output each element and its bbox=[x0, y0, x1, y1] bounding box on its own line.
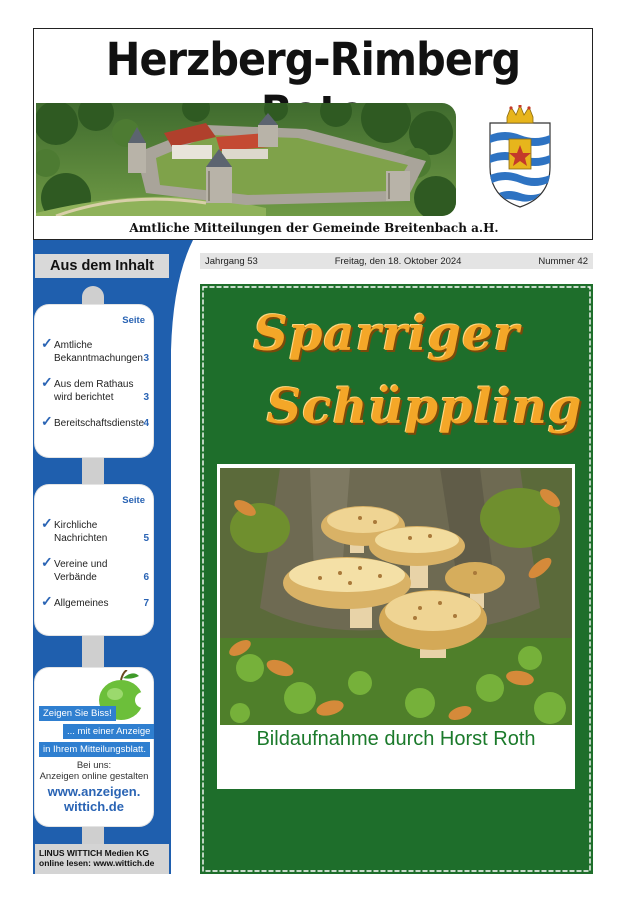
volume-label: Jahrgang 53 bbox=[205, 255, 258, 267]
checkmark-icon: ✓ bbox=[41, 515, 53, 531]
checkmark-icon: ✓ bbox=[41, 593, 53, 609]
sidebar bbox=[33, 240, 196, 874]
publisher-name: LINUS WITTICH Medien KG bbox=[39, 848, 150, 858]
checkmark-icon: ✓ bbox=[41, 374, 53, 390]
contents-header: Aus dem Inhalt bbox=[35, 254, 169, 278]
toc-entry-allgemeines[interactable] bbox=[41, 593, 153, 610]
cover-title-line1: Sparriger bbox=[253, 306, 520, 362]
photo-caption: Bildaufnahme durch Horst Roth bbox=[256, 728, 536, 750]
ad-text-line: Bei uns: bbox=[76, 760, 112, 771]
toc-entry-page: 3 bbox=[143, 353, 149, 364]
cover-title-line2: Schüppling bbox=[266, 379, 583, 435]
ad-text-line: Anzeigen online gestalten bbox=[39, 771, 149, 782]
toc-card bbox=[35, 485, 153, 635]
mushroom-photo bbox=[220, 468, 572, 725]
checkmark-icon: ✓ bbox=[41, 413, 53, 429]
toc-entry-page: 7 bbox=[143, 598, 149, 609]
toc-entry-label: Aus dem Rathaus wird berichtet bbox=[54, 379, 134, 403]
toc-entry-page: 3 bbox=[143, 392, 149, 403]
ad-url-link[interactable]: wittich.de bbox=[64, 799, 124, 814]
toc-entry-label: Amtliche Bekanntmachungen bbox=[54, 340, 143, 364]
issue-date: Freitag, den 18. Oktober 2024 bbox=[334, 255, 462, 267]
castle-aerial-photo bbox=[36, 103, 456, 216]
toc-entry-label: Allgemeines bbox=[54, 598, 109, 609]
newspaper-title: Herzberg-Rimberg bbox=[105, 33, 521, 86]
publisher-info bbox=[35, 844, 169, 874]
masthead-subtitle: Amtliche Mitteilungen der Gemeinde Breitenbach a.H. bbox=[129, 221, 499, 235]
photo-frame bbox=[217, 464, 575, 789]
toc-entry-page: 5 bbox=[143, 533, 149, 544]
toc-entry-rathaus[interactable] bbox=[41, 374, 153, 404]
toc-entry-vereine[interactable] bbox=[41, 554, 153, 584]
publisher-online-link[interactable]: online lesen: www.wittich.de bbox=[39, 858, 155, 868]
toc-entry-label: Bereitschaftsdienste bbox=[54, 418, 145, 429]
masthead bbox=[33, 28, 593, 240]
toc-entry-label: Kirchliche Nachrichten bbox=[54, 520, 108, 544]
toc-entry-page: 4 bbox=[143, 418, 149, 429]
coat-of-arms bbox=[487, 105, 553, 209]
cover-panel bbox=[200, 284, 593, 874]
toc-entry-amtliche[interactable] bbox=[41, 335, 153, 365]
page-column-label: Seite bbox=[122, 495, 145, 506]
issue-info-bar bbox=[200, 253, 593, 269]
toc-entry-label: Vereine und Verbände bbox=[54, 559, 108, 583]
toc-entry-page: 6 bbox=[143, 572, 149, 583]
toc-card bbox=[35, 305, 153, 457]
checkmark-icon: ✓ bbox=[41, 554, 53, 570]
toc-entry-kirchliche[interactable] bbox=[41, 515, 153, 545]
ad-slogan-1: Zeigen Sie Biss! bbox=[39, 706, 116, 721]
ad-url-link[interactable]: www.anzeigen. bbox=[47, 784, 141, 799]
page-column-label: Seite bbox=[122, 315, 145, 326]
toc-entry-bereitschaft[interactable] bbox=[41, 413, 153, 430]
ad-slogan-3: in Ihrem Mitteilungsblatt. bbox=[39, 742, 150, 757]
ad-slogan-2: ... mit einer Anzeige bbox=[63, 724, 154, 739]
issue-number: Nummer 42 bbox=[538, 255, 588, 267]
advertisement-card[interactable] bbox=[35, 668, 153, 826]
checkmark-icon: ✓ bbox=[41, 335, 53, 351]
